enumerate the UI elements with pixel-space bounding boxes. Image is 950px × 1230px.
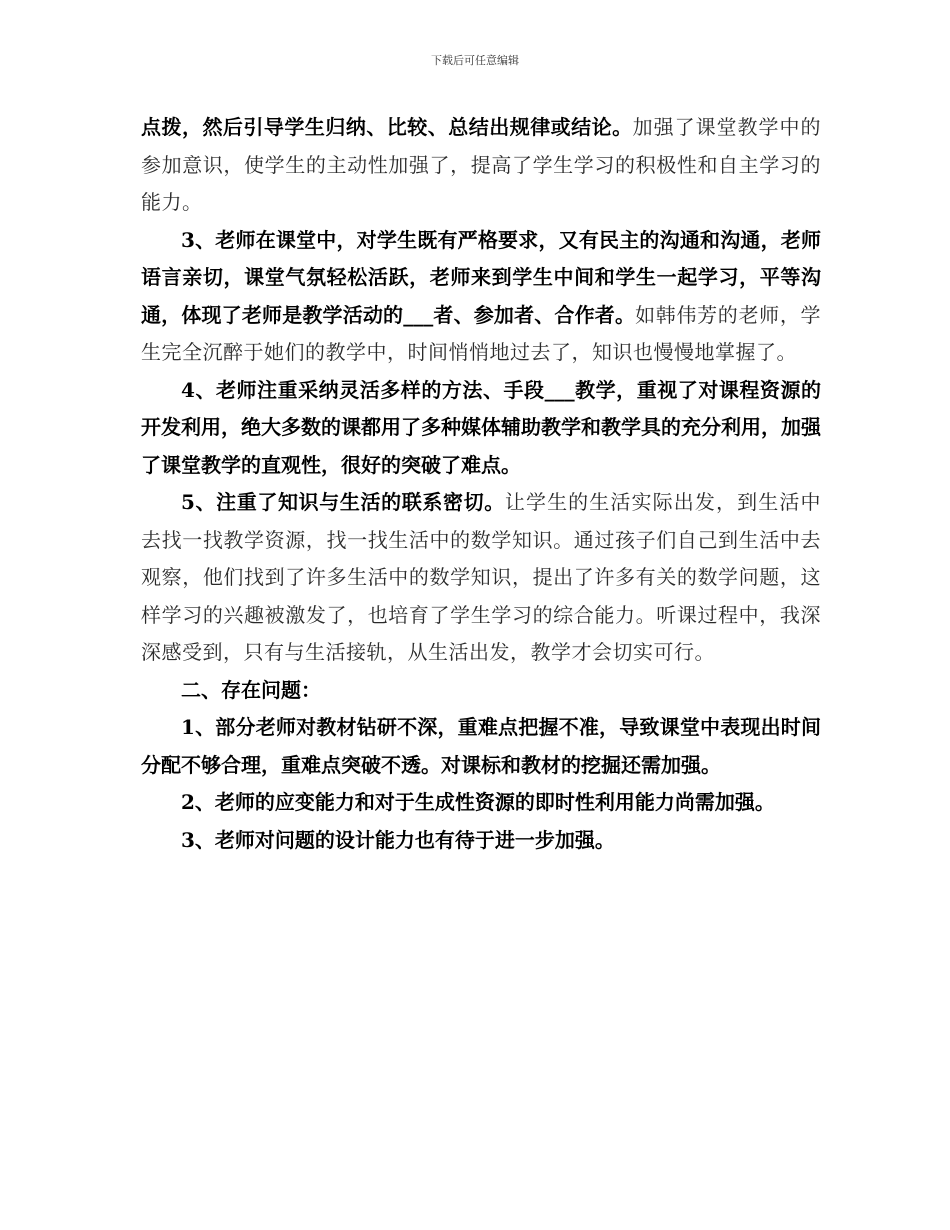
- problem-3: [141, 822, 821, 860]
- section-heading-text: 二、存在问题：: [181, 677, 321, 702]
- section-heading-problems: [141, 672, 821, 710]
- problem-3-text: 3、老师对问题的设计能力也有待于进一步加强。: [181, 827, 615, 852]
- paragraph-point-5: [141, 484, 821, 672]
- paragraph-point-4: [141, 372, 821, 485]
- point-5-text: 让学生的生活实际出发，到生活中去找一找教学资源，找一找生活中的数学知识。通过孩子们自己到生活中去观察，他们找到了许多生活中的数学知识，提出了许多有关的数学问题，这样学习的兴趣被激发了，也培育了学生学习的综合能力。听课过程中，我深深感受到，只有与生活接轨，从生活出发，教学才会切实可行。: [141, 490, 821, 664]
- paragraph-1-text: 加强了课堂教学中的参加意识，使学生的主动性加强了，提高了学生学习的积极性和自主学习的能力。: [141, 115, 821, 214]
- page-header: 下载后可任意编辑: [431, 54, 519, 67]
- document-body: [141, 109, 821, 859]
- paragraph-point-3: [141, 222, 821, 372]
- point-3-text: 如韩伟芳的老师，学生完全沉醉于她们的教学中，时间悄悄地过去了，知识也慢慢地掌握了。: [141, 302, 821, 364]
- point-5-bold-text: 5、注重了知识与生活的联系密切。: [181, 490, 505, 514]
- problem-2-text: 2、老师的应变能力和对于生成性资源的即时性利用能力尚需加强。: [181, 790, 775, 814]
- point-3-bold-text: 3、老师在课堂中，对学生既有严格要求，又有民主的沟通和沟通，老师语言亲切，课堂气氛轻松活跃，老师来到学生中间和学生一起学习，平等沟通，体现了老师是教学活动的___者、参加者、合作者。: [141, 227, 821, 327]
- problem-1-text: 1、部分老师对教材钻研不深，重难点把握不准，导致课堂中表现出时间分配不够合理，重难点突破不透。对课标和教材的挖掘还需加强。: [141, 715, 821, 777]
- paragraph-1: [141, 109, 821, 222]
- point-4-bold-text: 4、老师注重采纳灵活多样的方法、手段___教学，重视了对课程资源的开发利用，绝大多数的课都用了多种媒体辅助教学和教学具的充分利用，加强了课堂教学的直观性，很好的突破了难点。: [141, 377, 821, 477]
- problem-1: [141, 709, 821, 784]
- paragraph-1-bold-text: 点拨，然后引导学生归纳、比较、总结出规律或结论。: [141, 115, 633, 139]
- problem-2: [141, 784, 821, 822]
